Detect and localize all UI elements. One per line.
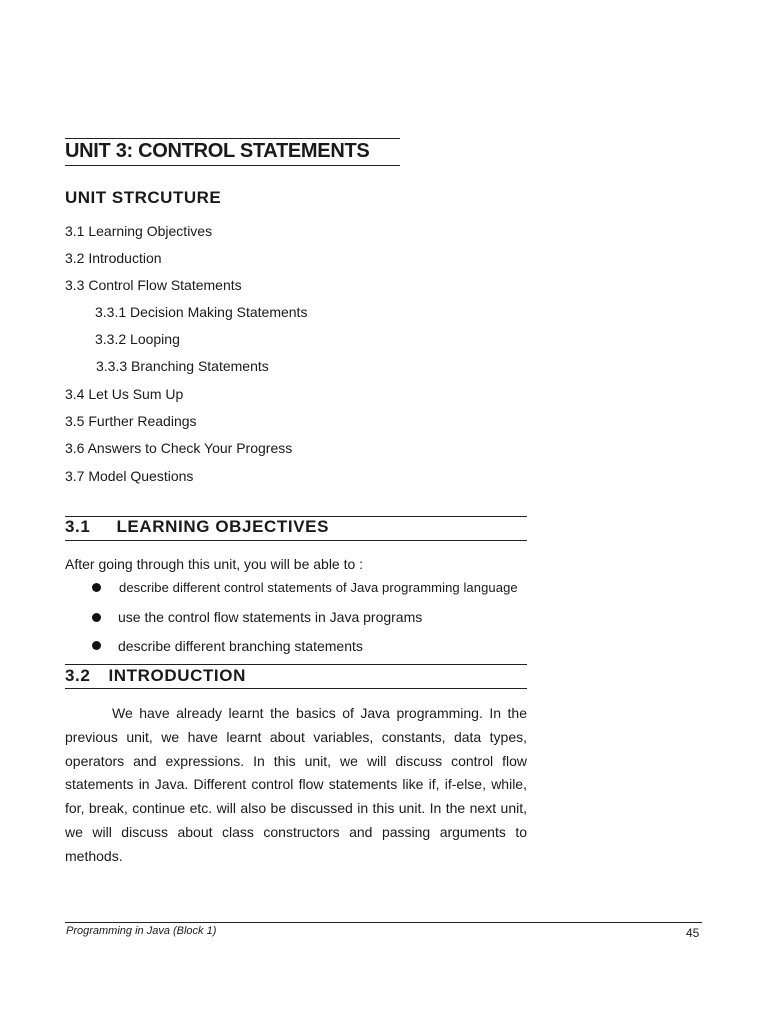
objectives-intro: After going through this unit, you will be able to :: [65, 556, 364, 572]
footer-book-title: Programming in Java (Block 1): [66, 925, 217, 937]
toc-item-3-4: 3.4 Let Us Sum Up: [65, 386, 184, 402]
section-3-2-number: 3.2: [65, 666, 91, 685]
footer-page-number: 45: [686, 926, 700, 940]
section-3-2-title: INTRODUCTION: [108, 666, 246, 685]
section-3-1-number: 3.1: [65, 517, 91, 536]
toc-item-3-3-2: 3.3.2 Looping: [95, 331, 180, 347]
section-3-2-heading: [65, 666, 246, 686]
section-3-2-top-rule: [65, 664, 527, 665]
toc-item-3-6: 3.6 Answers to Check Your Progress: [65, 440, 293, 456]
objective-bullet-1: describe different control statements of Java programming language: [119, 580, 518, 595]
footer-rule: [65, 922, 702, 923]
toc-item-3-5: 3.5 Further Readings: [65, 413, 197, 429]
unit-structure-heading: UNIT STRCUTURE: [65, 188, 222, 207]
section-3-1-bottom-rule: [65, 540, 527, 541]
bullet-dot: [92, 583, 101, 592]
bullet-dot: [92, 613, 101, 622]
unit-title: UNIT 3: CONTROL STATEMENTS: [65, 140, 370, 162]
introduction-paragraph: We have already learnt the basics of Java programming. In the previous unit, we have learnt about variables, constants, data types, operators and expressions. In this unit, we will discuss control flow statements in Java. Different control flow statements like if, if-else, while, for, break, continue etc. will also be discussed in this unit. In the next unit, we will discuss about class constructors and passing arguments to methods.: [65, 705, 527, 864]
toc-item-3-7: 3.7 Model Questions: [65, 468, 194, 484]
bullet-dot: [92, 641, 101, 650]
toc-item-3-3-1: 3.3.1 Decision Making Statements: [95, 304, 308, 320]
toc-item-3-1: 3.1 Learning Objectives: [65, 223, 213, 239]
objective-bullet-2: use the control flow statements in Java programs: [118, 609, 423, 625]
toc-item-3-3-3: 3.3.3 Branching Statements: [96, 358, 269, 374]
objective-bullet-3: describe different branching statements: [118, 638, 363, 654]
section-3-1-heading: [65, 517, 329, 537]
section-3-1-title: LEARNING OBJECTIVES: [116, 517, 330, 536]
section-3-2-bottom-rule: [65, 688, 527, 689]
toc-item-3-2: 3.2 Introduction: [65, 250, 162, 266]
toc-item-3-3: 3.3 Control Flow Statements: [65, 277, 242, 293]
